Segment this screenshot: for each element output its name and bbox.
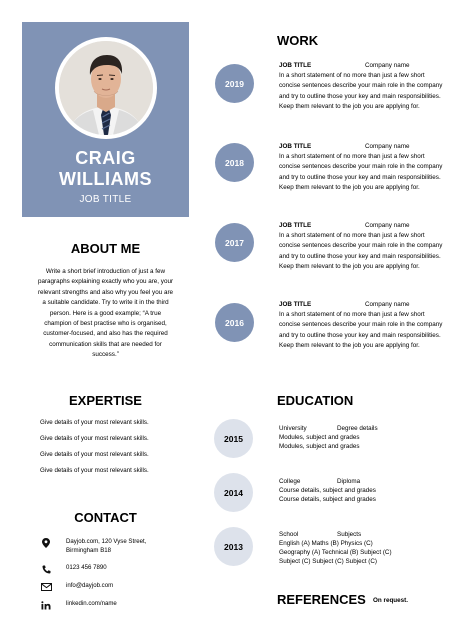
year-badge: 2017	[215, 223, 254, 262]
entry-description: In a short statement of no more than just a few short concise sentences describe your main role in the company and try to outline those your key and main responsibilities. Keep them relevant to the job you are applying for.	[279, 153, 443, 192]
last-name: WILLIAMS	[59, 169, 152, 189]
education-heading: EDUCATION	[277, 393, 354, 408]
entry-description: In a short statement of no more than just a few short concise sentences describe your main role in the company and try to outline those your key and main responsibilities. Keep them relevant to the job you are applying for.	[279, 72, 443, 111]
year-badge: 2019	[215, 64, 254, 103]
education-entry	[279, 477, 449, 504]
portrait-image	[59, 41, 153, 135]
linkedin-row	[40, 600, 190, 614]
entry-company: Company name	[365, 301, 410, 308]
list-item: Give details of your most relevant skills.	[40, 467, 149, 474]
phone-icon	[40, 564, 52, 574]
work-entry	[279, 222, 444, 273]
address-line-1: Dayjob.com, 120 Vyse Street,	[66, 538, 147, 545]
entry-detail-line: Geography (A) Technical (B) Subject (C)	[279, 549, 392, 557]
address-line-2: Birmingham B18	[66, 546, 112, 554]
phone-row	[40, 564, 190, 582]
work-entry	[279, 143, 444, 194]
entry-qualification: Subjects	[337, 531, 362, 538]
education-entry	[279, 530, 449, 567]
entry-detail-line: Modules, subject and grades	[279, 443, 360, 451]
list-item: Give details of your most relevant skills.	[40, 435, 149, 442]
year-badge: 2014	[214, 473, 253, 512]
references-heading: REFERENCES	[277, 592, 366, 607]
contact-heading: CONTACT	[74, 510, 137, 525]
about-text: Write a short brief introduction of just a few paragraphs explaining exactly who you are, your relevant strengths and also why you feel you are a suitable candidate. Try to write it in the third person. Here is a good example; “A true champion of best practise who is organised, customer-focused, and also has the required communication skills that are needed for success.”	[37, 268, 174, 359]
entry-job-title: JOB TITLE	[279, 143, 312, 150]
address-row	[40, 538, 190, 564]
entry-description: In a short statement of no more than just a few short concise sentences describe your main role in the company and try to outline those your key and main responsibilities. Keep them relevant to the job you are applying for.	[279, 311, 443, 350]
expertise-heading: EXPERTISE	[69, 393, 142, 408]
entry-job-title: JOB TITLE	[279, 62, 312, 69]
entry-institution: University	[279, 425, 307, 432]
entry-company: Company name	[365, 62, 410, 69]
entry-company: Company name	[365, 143, 410, 150]
linkedin-url[interactable]: linkedin.com/name	[66, 600, 117, 607]
email-address[interactable]: info@dayjob.com	[66, 582, 114, 589]
year-badge: 2013	[214, 527, 253, 566]
entry-detail-line: English (A) Maths (B) Physics (C)	[279, 540, 373, 547]
entry-detail-line: Course details, subject and grades	[279, 496, 376, 504]
profile-photo	[55, 37, 157, 139]
work-heading: WORK	[277, 33, 319, 48]
entry-job-title: JOB TITLE	[279, 301, 312, 308]
about-heading: ABOUT ME	[70, 241, 141, 256]
work-entry	[279, 62, 444, 113]
entry-detail-line: Course details, subject and grades	[279, 487, 376, 494]
year-badge: 2015	[214, 419, 253, 458]
profile-header	[22, 22, 189, 217]
entry-detail-line: Modules, subject and grades	[279, 434, 360, 441]
first-name: CRAIG	[75, 148, 136, 168]
job-title: JOB TITLE	[79, 194, 132, 205]
entry-job-title: JOB TITLE	[279, 222, 312, 229]
references-value: On request.	[373, 597, 408, 604]
phone-number[interactable]: 0123 456 7890	[66, 564, 107, 571]
expertise-list	[40, 419, 190, 483]
location-pin-icon	[40, 538, 52, 548]
linkedin-icon	[40, 600, 52, 610]
contact-list	[40, 538, 190, 614]
entry-detail-line: Subject (C) Subject (C) Subject (C)	[279, 558, 377, 566]
year-badge: 2016	[215, 303, 254, 342]
email-row	[40, 582, 190, 600]
entry-institution: College	[279, 478, 301, 485]
list-item: Give details of your most relevant skills.	[40, 451, 149, 458]
education-entry	[279, 424, 449, 451]
entry-description: In a short statement of no more than just a few short concise sentences describe your main role in the company and try to outline those your key and main responsibilities. Keep them relevant to the job you are applying for.	[279, 232, 443, 271]
work-entry	[279, 301, 444, 352]
email-icon	[40, 582, 52, 592]
entry-qualification: Diploma	[337, 478, 361, 485]
list-item: Give details of your most relevant skills.	[40, 419, 149, 426]
entry-company: Company name	[365, 222, 410, 229]
entry-qualification: Degree details	[337, 425, 378, 432]
year-badge: 2018	[215, 143, 254, 182]
entry-institution: School	[279, 531, 299, 538]
